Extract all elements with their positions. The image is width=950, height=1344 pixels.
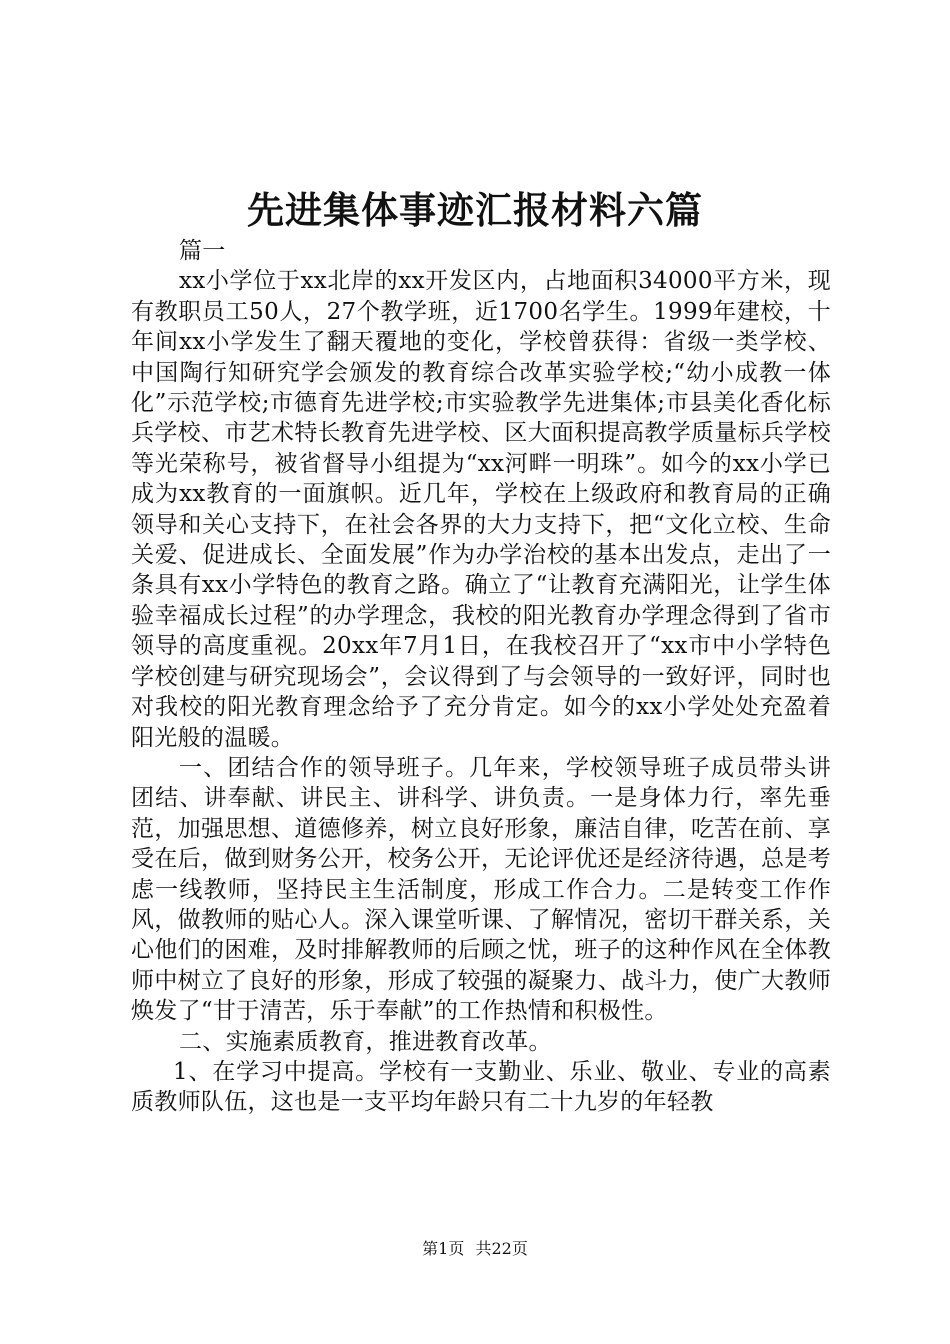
paragraph-leadership: 一、团结合作的领导班子。几年来，学校领导班子成员带头讲团结、讲奉献、讲民主、讲科学、讲负责。一是身体力行，率先垂范，加强思想、道德修养，树立良好形象，廉洁自律，吃苦在前、享受在后，做到财务公开，校务公开，无论评优还是经济待遇，总是考虑一线教师，坚持民主生活制度，形成工作合力。二是转变工作作风，做教师的贴心人。深入课堂听课、了解情况，密切干群关系，关心他们的困难，及时排解教师的后顾之忧，班子的这种作风在全体教师中树立了良好的形象，形成了较强的凝聚力、战斗力，使广大教师焕发了“甘于清苦，乐于奉献”的工作热情和积极性。: [131, 754, 831, 1025]
section-heading: 篇一: [179, 238, 226, 264]
document-title: 先进集体事迹汇报材料六篇: [247, 188, 703, 232]
paragraph-reform-heading: 二、实施素质教育，推进教育改革。: [179, 1028, 552, 1055]
page-total: 共22页: [475, 1239, 528, 1258]
document-body: [131, 236, 831, 1118]
page-number: 第1页: [422, 1239, 465, 1258]
page-footer: [0, 1238, 950, 1260]
paragraph-intro: xx小学位于xx北岸的xx开发区内，占地面积34000平方米，现有教职员工50人，27个教学班，近1700名学生。1999年建校，十年间xx小学发生了翻天覆地的变化，学校曾获得：省级一类学校、中国陶行知研究学会颁发的教育综合改革实验学校;“幼小成教一体化”示范学校;市德育先进学校;市实验教学先进集体;市县美化香化标兵学校、市艺术特长教育先进学校、区大面积提高教学质量标兵学校等光荣称号，被省督导小组提为“xx河畔一明珠”。如今的xx小学已成为xx教育的一面旗帜。近几年，学校在上级政府和教育局的正确领导和关心支持下，在社会各界的大力支持下，把“文化立校、生命关爱、促进成长、全面发展”作为办学治校的基本出发点，走出了一条具有xx小学特色的教育之路。确立了“让教育充满阳光，让学生体验幸福成长过程”的办学理念，我校的阳光教育办学理念得到了省市领导的高度重视。20xx年7月1日，在我校召开了“xx市中小学特色学校创建与研究现场会”，会议得到了与会领导的一致好评，同时也对我校的阳光教育理念给予了充分肯定。如今的xx小学处处充盈着阳光般的温暖。: [131, 268, 831, 751]
paragraph-learning: 1、在学习中提高。学校有一支勤业、乐业、敬业、专业的高素质教师队伍，这也是一支平均年龄只有二十九岁的年轻教: [131, 1058, 831, 1116]
